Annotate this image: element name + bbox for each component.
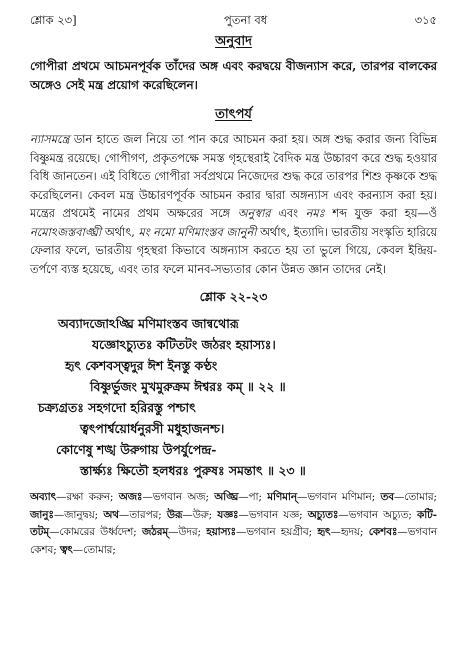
purport-text-a: ডান হাতে জল নিয়ে তা পান করে আচমন করা হয়। অঙ্গ শুদ্ধ করার জন্য বিভিন্ন বিষ্ণুমন্ত্র রয়েছে। গোপীগণ, প্রকৃতপক্ষে সমস্ত গৃহস্থেরাই বৈদিক মন্ত্র উচ্চারণ করে শুদ্ধ হওয়ার বিধি জানতেন। এই বিধিতে গোপীরা সর্বপ্রথমে নিজেদের শুদ্ধ করে তারপর শিশু কৃষ্ণকে শুদ্ধ করেছিলেন। কেবল মন্ত্র উচ্চারণপূর্বক আচমন করার দ্বারা অঙ্গন্যাস এবং করন্যাস করা হয়। মন্ত্রের প্রথমেই নামের প্রথম অক্ষরের সঙ্গে [30, 133, 437, 220]
header-chapter-title: পুতনা বধ [224, 13, 268, 27]
running-header [30, 12, 437, 32]
verse-line: চক্র্যগ্রতঃ সহগদো হরিরস্তু পশ্চাৎ [38, 400, 196, 415]
synonym-meaning: তারপর [129, 508, 159, 521]
purport-text-d: অর্থাৎ, [101, 225, 139, 239]
purport-term: ন্যাসমন্ত্রে [30, 133, 70, 146]
synonym-meaning: তোমার [83, 543, 113, 556]
verse-number: শ্লোক ২২-২৩ [199, 289, 268, 304]
purport-text-c: শব্দ যুক্ত করা হয়—ওঁ [324, 207, 437, 220]
synonym-meaning: ভগবান অচ্যুত [348, 508, 409, 521]
synonym-word: অব্যাৎ [30, 491, 57, 503]
synonym-word: অঙ্ঘ্রি [214, 491, 239, 503]
synonyms-block: অব্যাৎ—রক্ষা করুন; অজঃ—ভগবান অজ; অঙ্ঘ্রি—পা; মণিমান্—ভগবান মণিমান; তব—তোমার; জানুঃ—জানুদ্বয়; অথ—তারপর; উরূ—উরু; যজ্ঞঃ—ভগবান যজ্ঞ; অচ্যুতঃ—ভগবান অচ্যুত; কটি-তটম্—কোমরের উর্ধ্বদেশ; জঠরম্—উদর; হয়াস্যঃ—ভগবান হয়গ্রীব; হৃৎ—হৃদয়; কেশবঃ—ভগবান কেশব; ত্বৎ—তোমার; [30, 491, 438, 556]
purport-heading [30, 105, 437, 126]
synonym-word: অথ [103, 508, 119, 521]
purport-term-anusvara: অনুস্বার [237, 207, 271, 220]
verse-line: বিষ্ণুর্ভুজং মুখমুরুক্রম ঈশ্বরঃ কম্ ॥ ২২ ॥ [90, 379, 286, 394]
translation-heading [30, 32, 437, 53]
synonym-word: তব [380, 491, 394, 503]
synonym-meaning: উরু [192, 508, 209, 521]
synonym-word: হৃৎ [317, 526, 331, 538]
verse-line: ত্বৎপার্শ্বয়োর্ধনুরসী মধুহাজনশ্চ। [80, 421, 225, 436]
header-page-number: ৩১৫ [414, 13, 437, 27]
synonym-meaning: ভগবান যজ্ঞ [248, 508, 300, 521]
synonym-word: জঠরম্ [141, 526, 169, 538]
verse-line: স্তার্ক্ষ্যঃ ক্ষিতৌ হলধরঃ পুরুষঃ সমন্তাৎ ॥ ২৩ ॥ [80, 463, 306, 478]
synonym-word: কেশবঃ [368, 526, 398, 538]
synonym-meaning: জানুদ্বয় [64, 508, 95, 521]
synonym-word: জানুঃ [30, 508, 54, 521]
synonym-meaning: হৃদয় [340, 526, 361, 538]
header-verse-ref: শ্লোক ২৩] [30, 13, 77, 27]
synonym-word: অজঃ [118, 491, 143, 503]
synonym-meaning: ভগবান মণিমান [307, 491, 372, 503]
synonym-meaning: ভগবান অজ [152, 491, 206, 503]
synonym-word: অচ্যুতঃ [307, 508, 339, 521]
synonym-word: যজ্ঞঃ [217, 508, 239, 521]
synonym-meaning: ভগবান হয়গ্রীব [246, 526, 309, 538]
synonym-meaning: তোমার [404, 491, 434, 503]
verse-line: হৃৎ কেশবস্ত্বদুর ঈশ ইনস্তু কণ্ঠং [65, 358, 218, 373]
translation-text: গোপীরা প্রথমে আচমনপূর্বক তাঁদের অঙ্গ এবং করদ্বয়ে বীজন্যাস করে, তারপর বালকের অঙ্গেও সেই মন্ত্র প্রয়োগ করেছিলেন। [30, 59, 437, 92]
synonym-meaning: কোমরের উর্ধ্বদেশ [59, 526, 134, 538]
translation-title: অনুবাদ [215, 34, 252, 49]
purport-text-b: এবং [270, 207, 306, 220]
synonym-word: হয়াস্যঃ [206, 526, 236, 538]
purport-mantra-1: নমোঽজস্তবাঙ্ঘ্রী [30, 225, 102, 239]
verse-line: কোণেষু শঙ্খ উরুগায় উপর্যুপেন্দ্র- [56, 442, 217, 457]
verse-line: যজ্ঞোঽচ্যুতঃ কটিতটং জঠরং হয়াস্যঃ। [92, 337, 276, 352]
synonym-meaning: উদর [178, 526, 198, 538]
purport-text-e: অর্থাৎ, ইত্যাদি। ভারতীয় সংস্কৃতি হারিয়ে ফেলার ফলে, ভারতীয় গৃহস্থরা কিভাবে অঙ্গন্যাস করতে হয় তা ভুলে গিয়ে, কেবল ইন্দ্রিয়-তর্পণে ব্যস্ত হয়েছে, এবং তার ফলে মানব-সভ্যতার কোন উন্নত জ্ঞান তাদের নেই। [30, 225, 437, 276]
synonym-meaning: ভগবান কেশব [30, 526, 438, 556]
purport-title: তাৎপর্য [215, 107, 252, 122]
purport-paragraph [30, 131, 437, 279]
purport-mantra-2: মং নমো মণিমাংস্তব জানুনী [138, 225, 257, 239]
synonym-word: উরূ [166, 508, 183, 521]
purport-term-namah: নমঃ [305, 207, 325, 220]
synonym-word: কটি-তটম্ [30, 508, 438, 538]
synonym-meaning: পা [248, 491, 259, 503]
synonym-word: ত্বৎ [59, 543, 73, 556]
verse-block [30, 313, 437, 481]
verse-line: অব্যাদজোঽঙ্ঘ্রি মণিমাংস্তব জান্বথোরূ [58, 316, 239, 331]
synonym-word: মণিমান্ [267, 491, 298, 503]
synonym-meaning: রক্ষা করুন [66, 491, 110, 503]
